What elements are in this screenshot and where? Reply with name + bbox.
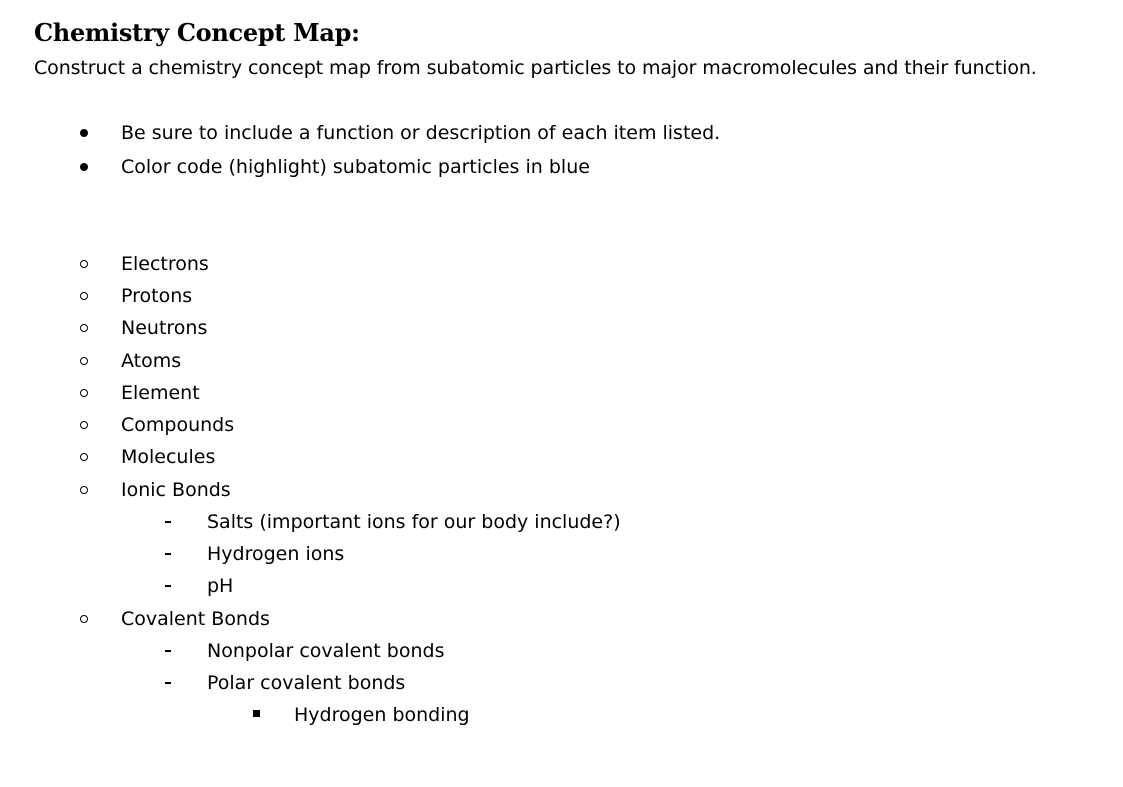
circle-marker: [80, 357, 88, 365]
sub-list-item: [0, 506, 1123, 538]
list-item: [0, 248, 1123, 280]
list-item: [0, 312, 1123, 344]
bullet-marker: [80, 129, 88, 137]
list-item: [0, 409, 1123, 441]
item-text: Molecules: [121, 446, 216, 468]
circle-marker: [80, 453, 88, 461]
sub-sub-item-text: Hydrogen bonding: [294, 704, 470, 726]
intro-paragraph: Construct a chemistry concept map from subatomic particles to major macromolecules and their function.: [34, 57, 1037, 79]
item-text: Compounds: [121, 414, 235, 436]
item-text: Element: [121, 382, 200, 404]
dash-marker: [165, 682, 171, 684]
square-marker: [253, 710, 260, 717]
sub-item-text: Hydrogen ions: [207, 543, 345, 565]
item-text: Neutrons: [121, 317, 208, 339]
item-text: Protons: [121, 285, 193, 307]
circle-marker: [80, 324, 88, 332]
circle-marker: [80, 292, 88, 300]
circle-marker: [80, 615, 88, 623]
sub-list-item: [0, 635, 1123, 667]
instruction-text: Be sure to include a function or description of each item listed.: [121, 122, 721, 144]
sub-item-text: Polar covalent bonds: [207, 672, 406, 694]
sub-sub-list-item: [0, 699, 1123, 731]
bullet-marker: [80, 163, 88, 171]
sub-list-item: [0, 667, 1123, 699]
circle-marker: [80, 260, 88, 268]
sub-list-item: [0, 570, 1123, 602]
instruction-item: [0, 151, 1123, 183]
circle-marker: [80, 486, 88, 494]
circle-marker: [80, 389, 88, 397]
sub-item-text: Nonpolar covalent bonds: [207, 640, 445, 662]
list-item: [0, 377, 1123, 409]
sub-item-text: pH: [207, 575, 234, 597]
list-item: [0, 280, 1123, 312]
item-text: Ionic Bonds: [121, 479, 231, 501]
dash-marker: [165, 650, 171, 652]
circle-marker: [80, 421, 88, 429]
dash-marker: [165, 521, 171, 523]
sub-list-item: [0, 538, 1123, 570]
item-text: Electrons: [121, 253, 209, 275]
instruction-item: [0, 117, 1123, 149]
list-item: [0, 441, 1123, 473]
item-text: Atoms: [121, 350, 182, 372]
list-item: [0, 474, 1123, 506]
instruction-text: Color code (highlight) subatomic particles in blue: [121, 156, 590, 178]
list-item: [0, 603, 1123, 635]
item-text: Covalent Bonds: [121, 608, 270, 630]
dash-marker: [165, 553, 171, 555]
dash-marker: [165, 585, 171, 587]
page-title: Chemistry Concept Map:: [34, 18, 360, 47]
sub-item-text: Salts (important ions for our body include?): [207, 511, 621, 533]
list-item: [0, 345, 1123, 377]
